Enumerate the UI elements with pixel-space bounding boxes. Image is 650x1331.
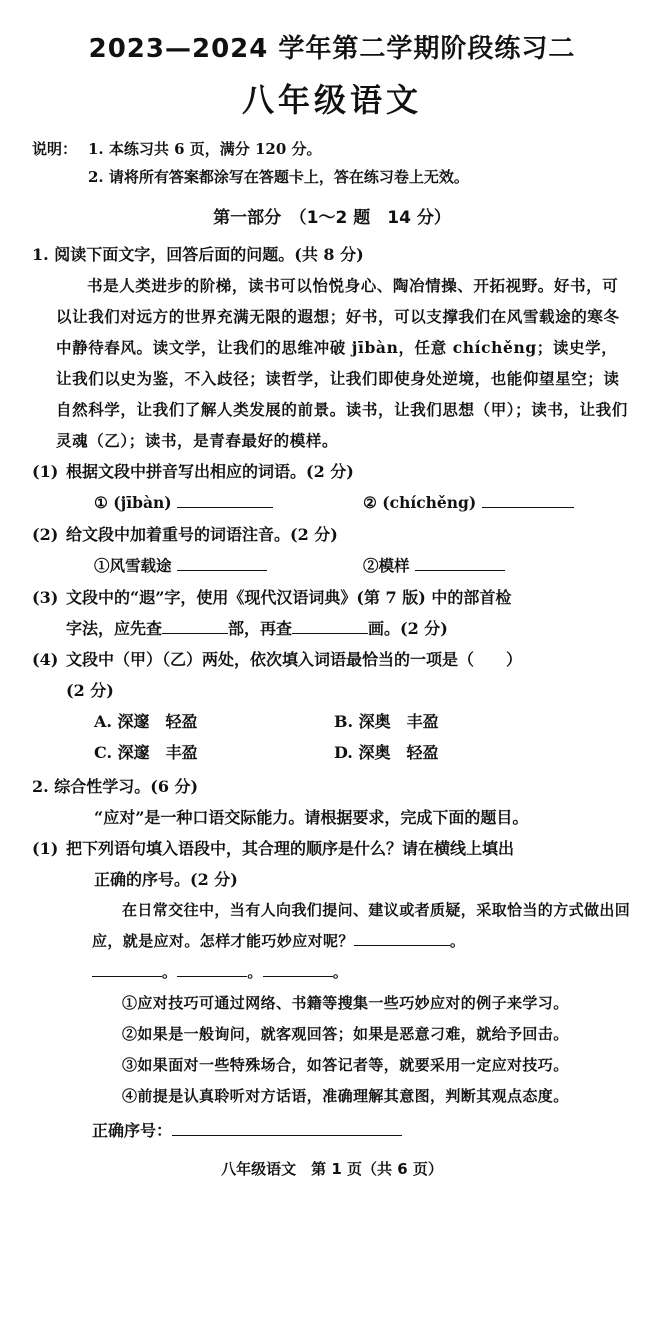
q1-sub2-item-a: ①风雪载途 (94, 556, 172, 575)
q1-sub1-item-a: ① (jībàn) (94, 493, 172, 512)
answer-blank[interactable] (263, 976, 333, 977)
q2-sub1-line1: 把下列语句填入语段中，其合理的顺序是什么？请在横线上填出 (66, 839, 515, 858)
section-heading: 第一部分 （1～2 题 14 分） (213, 208, 451, 228)
q2-passage: 在日常交往中，当有人向我们提问、建议或者质疑，采取恰当的方式做出回应，就是应对。怎样才能巧妙应对呢？ 。 。 。 。 (92, 901, 631, 981)
question-1-passage: 书是人类进步的阶梯，读书可以怡悦身心、陶冶情操、开拓视野。好书，可以让我们对远方的世界充满无限的遐想；好书，可以支撑我们在风雪载途的寒冬中静待春风。读文学，让我们的思维冲破 jībàn，任意 chíchěng；读史学，让我们以史为鉴，不入歧径；读哲学，让我们即使身处逆境，也能仰望星空；读自然科学，让我们了解人类发展的前景。读书，让我们思想（甲）；读书，让我们灵魂（乙）；读书，是青春最好的模样。 (56, 276, 628, 450)
q1-sub3-text-b: 部，再查 (228, 619, 293, 638)
exam-title: 2023—2024 学年第二学期阶段练习二 (88, 34, 576, 64)
question-1-heading: 1. 阅读下面文字，回答后面的问题。(共 8 分) (32, 245, 364, 264)
q1-sub4 (32, 644, 632, 675)
option-a[interactable]: A. 深邃 轻盈 (94, 712, 198, 731)
q1-sub4-score: (2 分) (66, 681, 114, 700)
q1-sub3-text-c: 画。(2 分) (368, 619, 448, 638)
q2-sentence-1: ①应对技巧可通过网络、书籍等搜集一些巧妙应对的例子来学习。 (122, 994, 569, 1012)
q1-sub2-text: 给文段中加着重号的词语注音。(2 分) (66, 525, 338, 544)
q1-sub4-number: (4) (32, 650, 59, 669)
answer-blank[interactable] (92, 976, 162, 977)
instruction-item-2: 2. 请将所有答案都涂写在答题卡上，答在练习卷上无效。 (88, 168, 469, 186)
answer-blank[interactable] (162, 633, 228, 634)
q2-sentences (92, 988, 632, 1112)
q1-sub1 (32, 456, 632, 487)
q1-sub4-options (32, 706, 632, 768)
q2-order-label: 正确序号： (92, 1121, 173, 1140)
q2-sentence-2: ②如果是一般询问，就客观回答；如果是恶意刁难，就给予回击。 (122, 1025, 569, 1043)
instruction-item-1: 1. 本练习共 6 页，满分 120 分。 (88, 140, 322, 158)
answer-blank[interactable] (177, 976, 247, 977)
question-2-heading: 2. 综合性学习。(6 分) (32, 777, 199, 796)
option-c[interactable]: C. 深邃 丰盈 (94, 743, 198, 762)
q1-sub1-text: 根据文段中拼音写出相应的词语。(2 分) (66, 462, 354, 481)
q1-sub2-number: (2) (32, 525, 59, 544)
q2-sub1 (32, 833, 632, 864)
subject-title: 八年级语文 (241, 81, 422, 119)
page-footer: 八年级语文 第 1 页（共 6 页） (221, 1160, 443, 1178)
q1-sub1-number: (1) (32, 462, 59, 481)
option-d[interactable]: D. 深奥 轻盈 (334, 743, 439, 762)
question-2-intro: “应对”是一种口语交际能力。请根据要求，完成下面的题目。 (94, 808, 529, 827)
answer-blank[interactable] (177, 507, 273, 508)
q2-sentence-3: ③如果面对一些特殊场合，如答记者等，就要采用一定应对技巧。 (122, 1056, 569, 1074)
q1-sub1-answers (32, 487, 632, 519)
answer-blank[interactable] (354, 945, 450, 946)
answer-blank[interactable] (177, 570, 267, 571)
q1-sub2 (32, 519, 632, 550)
q2-passage-text: 在日常交往中，当有人向我们提问、建议或者质疑，采取恰当的方式做出回应，就是应对。怎样才能巧妙应对呢？ (92, 901, 631, 950)
q1-sub1-item-b: ② (chíchěng) (363, 493, 477, 512)
q2-sub1-number: (1) (32, 839, 59, 858)
q2-order (92, 1114, 632, 1148)
q1-sub3-line2 (32, 613, 632, 644)
q1-sub3-text-a: 字法，应先查 (66, 619, 163, 638)
q1-sub2-item-b: ②模样 (363, 556, 410, 575)
q2-sub1-line2: 正确的序号。(2 分) (94, 870, 238, 889)
q1-sub3 (32, 582, 632, 613)
q1-sub3-line1: 文段中的“遐”字，使用《现代汉语词典》(第 7 版) 中的部首检 (66, 588, 512, 607)
answer-blank[interactable] (482, 507, 574, 508)
answer-blank[interactable] (415, 570, 505, 571)
instructions-label: 说明： (32, 140, 78, 158)
q1-sub3-number: (3) (32, 588, 59, 607)
option-b[interactable]: B. 深奥 丰盈 (334, 712, 439, 731)
q1-sub2-answers (32, 550, 632, 582)
answer-blank[interactable] (172, 1135, 402, 1136)
instructions (32, 135, 632, 191)
q1-sub4-text: 文段中（甲）（乙）两处，依次填入词语最恰当的一项是（ ） (66, 650, 523, 669)
q2-sentence-4: ④前提是认真聆听对方话语，准确理解其意图，判断其观点态度。 (122, 1087, 569, 1105)
answer-blank[interactable] (292, 633, 368, 634)
